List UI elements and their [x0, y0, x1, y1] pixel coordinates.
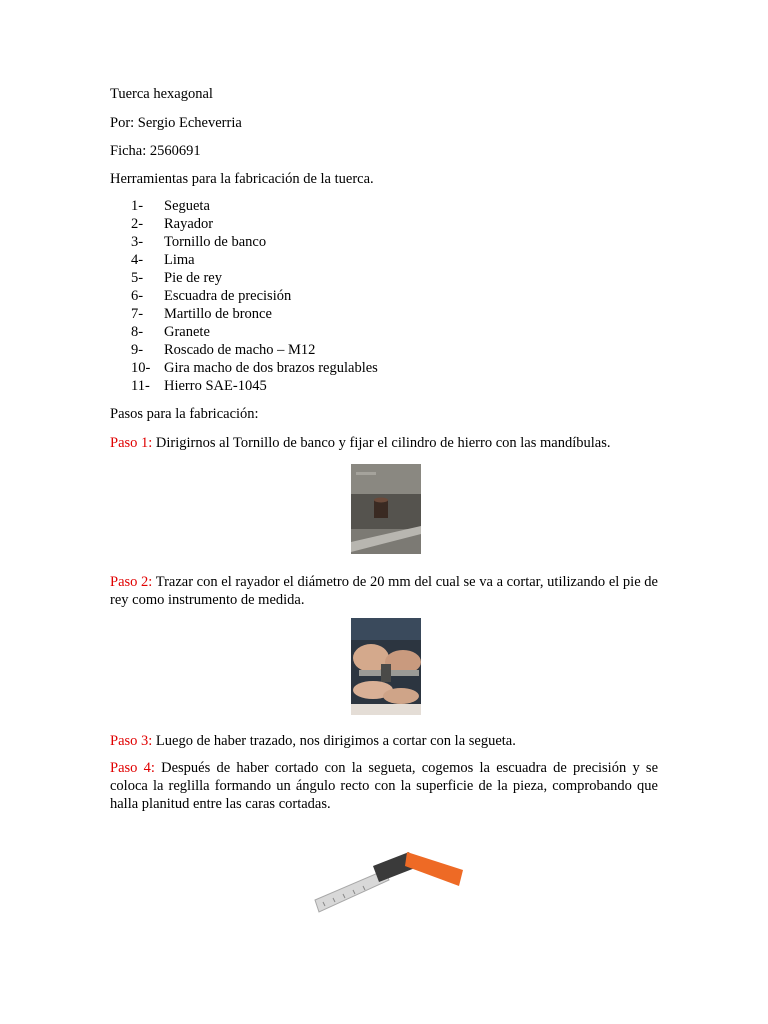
step-3 — [110, 732, 658, 750]
steps-heading: Pasos para la fabricación: — [110, 406, 259, 422]
ficha-line: Ficha: 2560691 — [110, 143, 201, 159]
step-4-label: Paso 4: — [110, 760, 155, 776]
list-item — [131, 377, 378, 395]
list-item-label: Roscado de macho – M12 — [164, 342, 316, 358]
list-item-number: 1- — [131, 198, 144, 214]
step-4-text: Después de haber cortado con la segueta, cogemos la escuadra de precisión y se coloca la reglilla formando un ángulo recto con la superficie de la pieza, comprobando que halla planitud entre las caras cortadas. — [110, 760, 658, 812]
list-item — [131, 197, 378, 215]
list-item — [131, 323, 378, 341]
vise-cylinder-photo — [351, 464, 421, 554]
list-item-number: 6- — [131, 288, 144, 304]
step-1 — [110, 434, 658, 452]
step-2 — [110, 573, 658, 609]
list-item-label: Hierro SAE-1045 — [164, 378, 267, 394]
step-1-label: Paso 1: — [110, 435, 153, 451]
step-1-text: Dirigirnos al Tornillo de banco y fijar el cilindro de hierro con las mandíbulas. — [152, 435, 611, 451]
list-item-number: 8- — [131, 324, 144, 340]
list-item-label: Pie de rey — [164, 270, 222, 286]
author-line: Por: Sergio Echeverria — [110, 115, 242, 131]
list-item-label: Granete — [164, 324, 210, 340]
list-item-label: Martillo de bronce — [164, 306, 272, 322]
list-item-label: Gira macho de dos brazos regulables — [164, 360, 378, 376]
step-3-text: Luego de haber trazado, nos dirigimos a cortar con la segueta. — [152, 733, 516, 749]
list-item-number: 2- — [131, 216, 144, 232]
list-item-label: Segueta — [164, 198, 210, 214]
list-item-number: 3- — [131, 234, 144, 250]
precision-square-photo — [313, 848, 463, 918]
list-item — [131, 341, 378, 359]
list-item — [131, 233, 378, 251]
step-4 — [110, 759, 658, 813]
document-title: Tuerca hexagonal — [110, 86, 213, 102]
tools-heading: Herramientas para la fabricación de la tuerca. — [110, 171, 374, 187]
tools-list — [131, 197, 378, 395]
list-item — [131, 215, 378, 233]
list-item — [131, 269, 378, 287]
list-item — [131, 359, 378, 377]
list-item — [131, 287, 378, 305]
list-item-number: 10- — [131, 360, 151, 376]
list-item-number: 9- — [131, 342, 144, 358]
list-item — [131, 305, 378, 323]
caliper-measurement-photo — [351, 618, 421, 715]
list-item-label: Rayador — [164, 216, 214, 232]
list-item-number: 5- — [131, 270, 144, 286]
list-item-number: 11- — [131, 378, 150, 394]
list-item-label: Lima — [164, 252, 195, 268]
list-item-label: Escuadra de precisión — [164, 288, 292, 304]
step-3-label: Paso 3: — [110, 733, 153, 749]
list-item-number: 7- — [131, 306, 144, 322]
list-item — [131, 251, 378, 269]
step-2-label: Paso 2: — [110, 574, 153, 590]
list-item-label: Tornillo de banco — [164, 234, 267, 250]
list-item-number: 4- — [131, 252, 144, 268]
step-2-text: Trazar con el rayador el diámetro de 20 mm del cual se va a cortar, utilizando el pie de rey como instrumento de medida. — [110, 574, 658, 608]
